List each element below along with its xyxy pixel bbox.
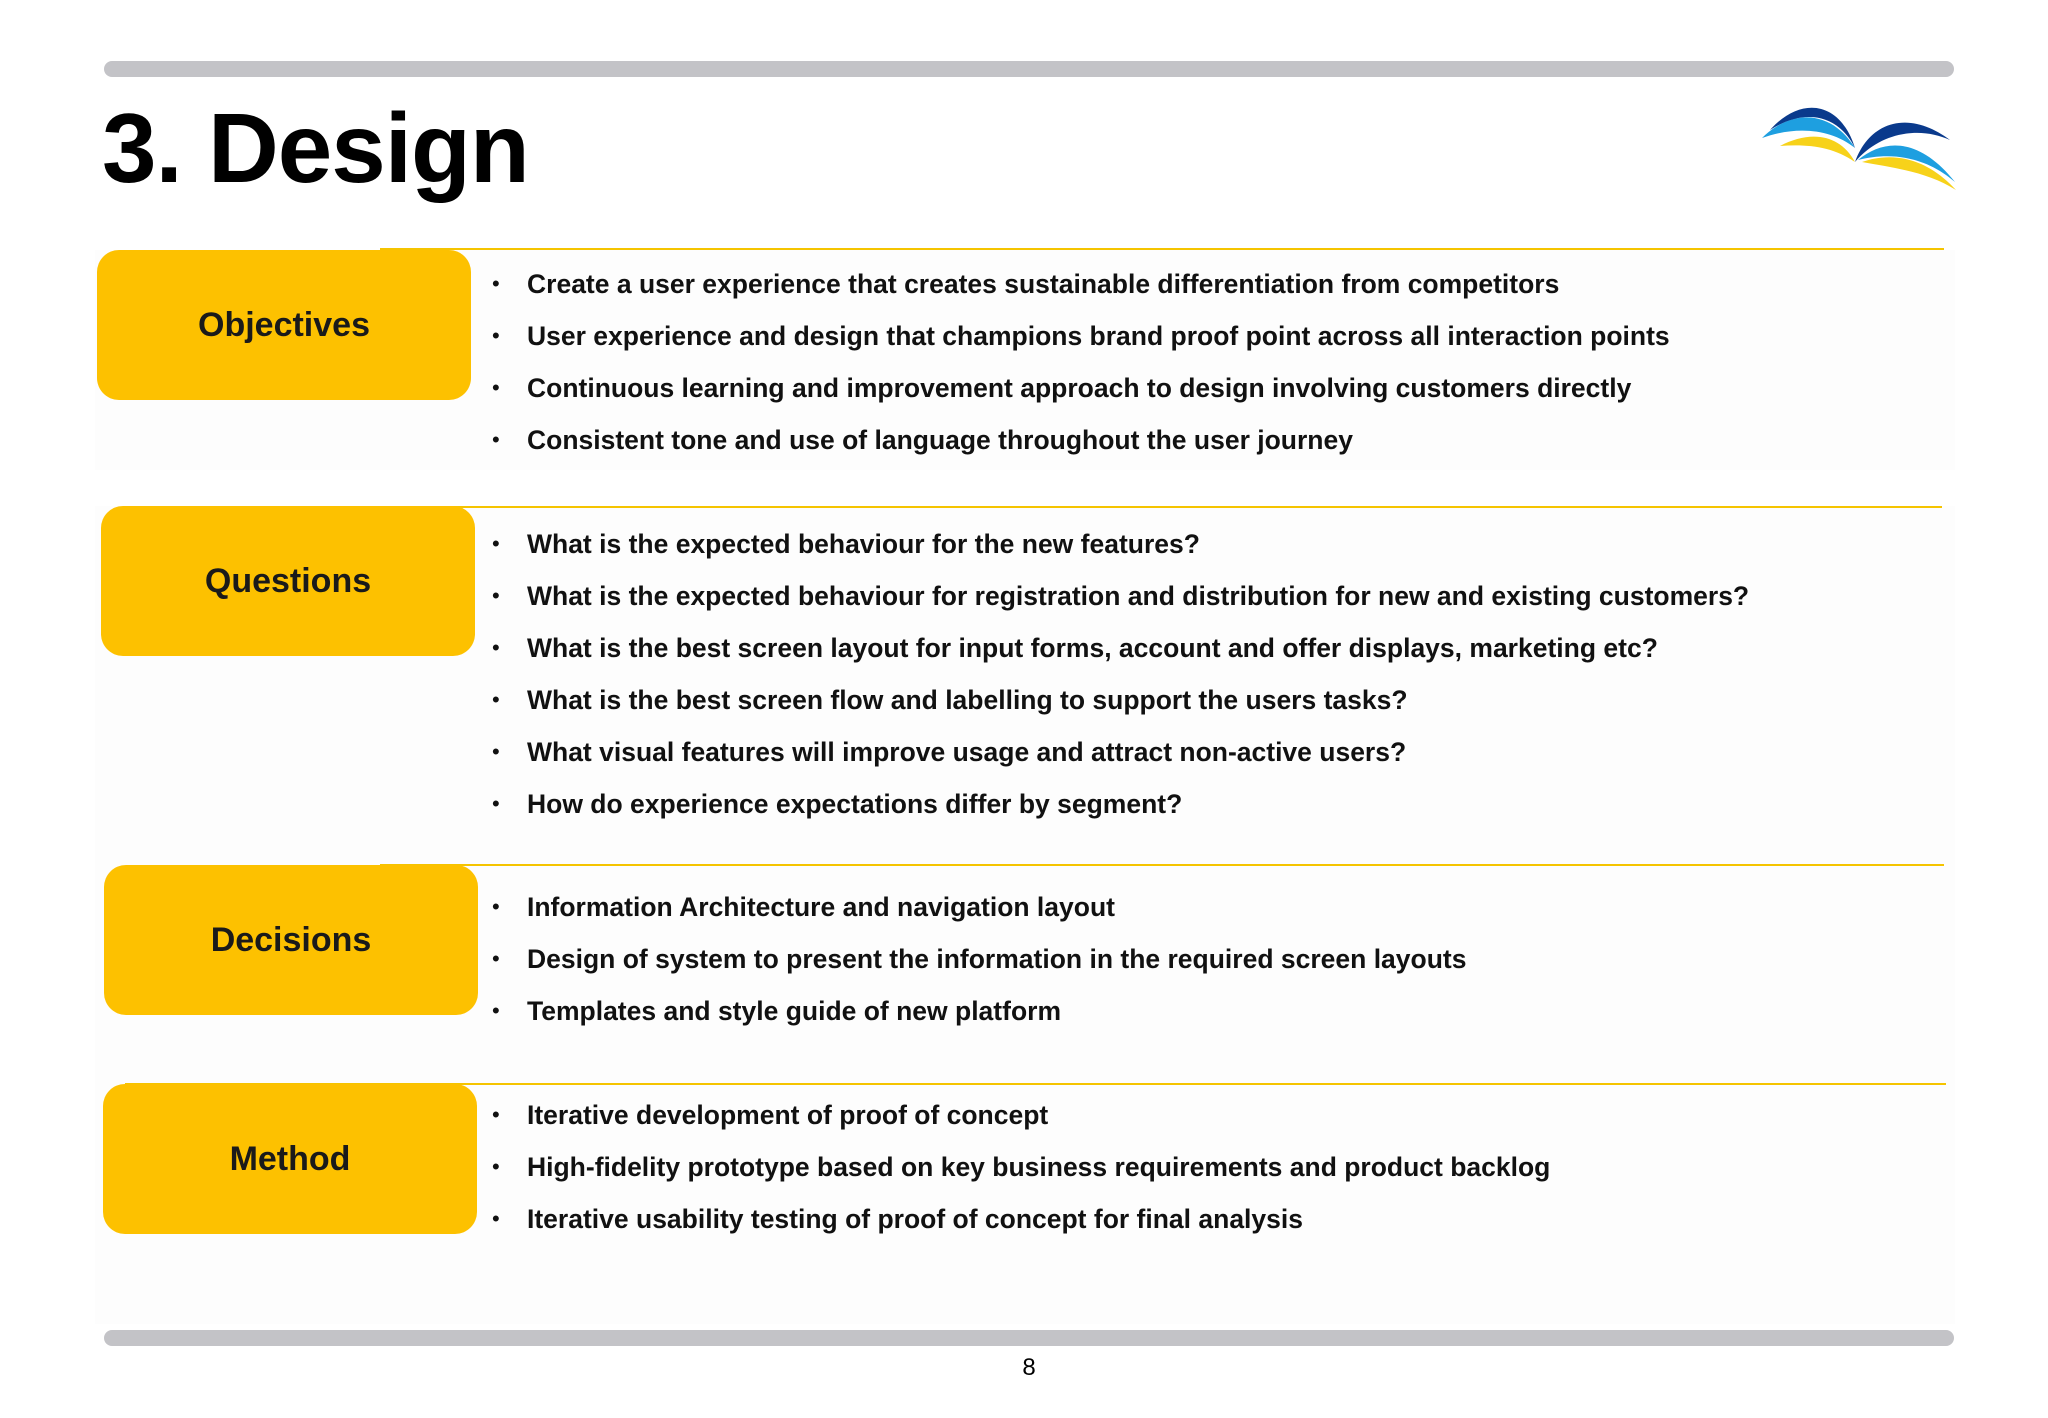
section-divider (380, 248, 1944, 250)
list-item: • Design of system to present the information in the required screen layouts (492, 944, 1467, 974)
bottom-divider-bar (104, 1330, 1954, 1346)
method-list (488, 1089, 1550, 1245)
list-item: • Templates and style guide of new platform (492, 996, 1062, 1026)
list-item: • What is the best screen flow and labelling to support the users tasks? (492, 685, 1408, 715)
list-item-text: What is the best screen layout for input forms, account and offer displays, marketing etc? (527, 633, 1658, 663)
list-item: • What is the expected behaviour for registration and distribution for new and existing customers? (492, 581, 1750, 611)
top-divider-bar (104, 61, 1954, 77)
list-item-text: Continuous learning and improvement approach to design involving customers directly (527, 373, 1632, 403)
list-item-text: Iterative development of proof of concept (527, 1100, 1049, 1130)
page-number: 8 (1022, 1354, 1036, 1381)
page-title: 3. Design (102, 93, 529, 203)
list-item: • High-fidelity prototype based on key business requirements and product backlog (492, 1152, 1551, 1182)
section-divider (380, 864, 1944, 866)
list-item: • How do experience expectations differ by segment? (492, 789, 1183, 819)
list-item: • Consistent tone and use of language throughout the user journey (492, 425, 1353, 455)
list-item-text: Create a user experience that creates sustainable differentiation from competitors (527, 269, 1560, 299)
list-item: • What is the expected behaviour for the new features? (492, 529, 1200, 559)
list-item-text: How do experience expectations differ by segment? (527, 789, 1183, 819)
list-item-text: Design of system to present the information in the required screen layouts (527, 944, 1467, 974)
list-item-text: What is the expected behaviour for registration and distribution for new and existing customers? (527, 581, 1750, 611)
list-item-text: Iterative usability testing of proof of concept for final analysis (527, 1204, 1303, 1234)
list-item: • Iterative usability testing of proof of concept for final analysis (492, 1204, 1303, 1234)
list-item-text: What visual features will improve usage and attract non-active users? (527, 737, 1407, 767)
list-item: • Iterative development of proof of concept (492, 1100, 1049, 1130)
list-item-text: What is the expected behaviour for the new features? (527, 529, 1200, 559)
questions-list (488, 518, 1749, 830)
list-item: • What visual features will improve usage and attract non-active users? (492, 737, 1407, 767)
list-item-text: User experience and design that champions brand proof point across all interaction points (527, 321, 1670, 351)
decisions-label: Decisions (104, 865, 478, 1015)
decisions-list (488, 881, 1466, 1037)
list-item: • Information Architecture and navigation layout (492, 892, 1115, 922)
birds-logo-icon (1760, 90, 1960, 200)
list-item: • Create a user experience that creates sustainable differentiation from competitors (492, 269, 1560, 299)
list-item: • What is the best screen layout for input forms, account and offer displays, marketing etc? (492, 633, 1658, 663)
method-label: Method (103, 1084, 477, 1234)
list-item: • Continuous learning and improvement approach to design involving customers directly (492, 373, 1632, 403)
list-item: • User experience and design that champions brand proof point across all interaction points (492, 321, 1670, 351)
list-item-text: High-fidelity prototype based on key business requirements and product backlog (527, 1152, 1551, 1182)
list-item-text: Information Architecture and navigation layout (527, 892, 1115, 922)
list-item-text: Consistent tone and use of language throughout the user journey (527, 425, 1353, 455)
objectives-label: Objectives (97, 250, 471, 400)
list-item-text: What is the best screen flow and labelling to support the users tasks? (527, 685, 1408, 715)
section-divider (380, 506, 1942, 508)
objectives-list (488, 258, 1670, 466)
questions-label: Questions (101, 506, 475, 656)
list-item-text: Templates and style guide of new platform (527, 996, 1062, 1026)
